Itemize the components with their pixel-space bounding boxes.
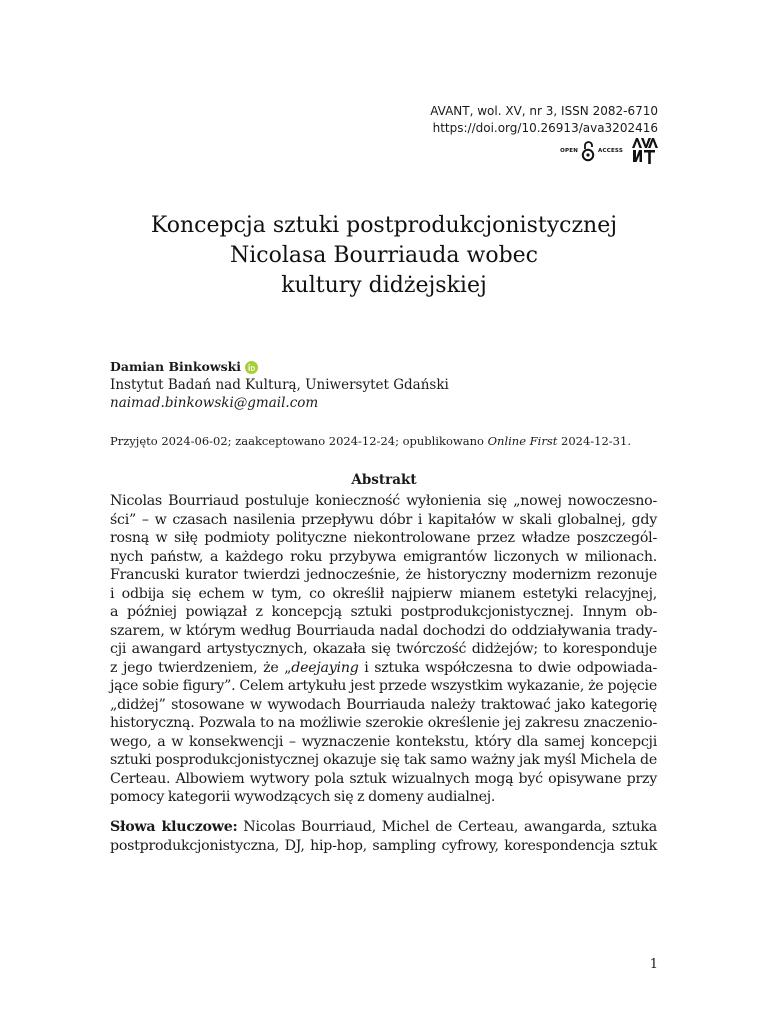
dates-online-first: Online First [487,434,558,448]
abstract-body [110,492,657,807]
author-name: Damian Binkowski [110,359,242,374]
title-line: kultury didżejskiej [281,273,487,298]
open-access-badge [560,136,658,166]
access-label: ACCESS [598,148,623,154]
abstract-line: jące sobie figury”. Celem artykułu jest przede wszystkim wykazanie, że pojęcie [110,678,657,694]
open-label: OPEN [560,148,579,154]
abstract-heading: Abstrakt [351,472,417,488]
abstract-line: Francuski kurator twierdzi jednocześnie, że historyczny modernizm rezonuje [110,567,657,583]
title-line: Nicolasa Bourriauda wobec [229,243,539,268]
abstract-line: cji awangard artystycznych, okazała się twórczość didżejów; to koresponduje [110,641,657,657]
abstract-line: Nicolas Bourriaud postuluje konieczność wyłonienia się „nowej nowoczesno- [110,493,657,509]
article-title [0,211,768,301]
abstract-line: wego, a w konsekwencji – wyznaczenie kontekstu, który dla samej koncepcji [110,733,657,750]
keywords-line: Nicolas Bourriaud, Michel de Certeau, awangarda, sztuka [237,819,657,835]
author-email[interactable]: naimad.binkowski@gmail.com [110,395,319,411]
keywords-label: Słowa kluczowe: [110,819,238,835]
open-access-lock-icon [581,140,595,162]
journal-citation: AVANT, wol. XV, nr 3, ISSN 2082-6710 [430,104,658,118]
abstract-line: a później powiązał z koncepcją sztuki postprodukcjonistycznej. Innym ob- [110,604,657,620]
abstract-line: Certeau. Albowiem wytwory pola sztuk wizualnych mogą być opisywane przy [110,770,657,787]
abstract-line: historyczną. Pozwala to na możliwie szerokie określenie jej zakresu znaczenio- [110,715,657,731]
abstract-line: ści” – w czasach nasilenia przepływu dóbr i kapitałów w skali globalnej, gdy [110,511,657,528]
abstract-line: rosną w siłę podmioty polityczne niekontrolowane przez władze poszczegól- [110,530,657,546]
abstract-line: sztuki posprodukcjonistycznej okazuje się tak samo ważny jak myśl Michela de [110,752,657,768]
dates-suffix: 2024-12-31. [557,434,631,448]
abstract-line: „didżej” stosowane w wywodach Bourriauda należy traktować jako kategorię [110,696,657,713]
doi-link[interactable]: https://doi.org/10.26913/ava3202416 [432,121,658,135]
journal-header [430,103,658,137]
abstract-line: z jego twierdzeniem, że „deejaying i sztuka współczesna to dwie odpowiada- [110,659,657,676]
publication-dates [110,433,631,449]
author-block [110,358,449,412]
keywords-line: postprodukcjonistyczna, DJ, hip-hop, sampling cyfrowy, korespondencja sztuk [110,837,657,854]
abstract-line: szarem, w którym według Bourriauda nadal dochodzi do oddziaływania trady- [110,622,657,639]
title-line: Koncepcja sztuki postprodukcjonistycznej [150,213,618,238]
abstract-line: i odbija się echem w tym, co określił najpierw mianem estetyki relacyjnej, [110,585,657,602]
abstract-line: nych państw, a każdego roku przybywa emigrantów liczonych w milionach. [110,548,657,565]
avant-logo [630,136,658,166]
orcid-icon[interactable] [245,361,258,374]
abstract-line: pomocy kategorii wywodzących się z domeny audialnej. [110,789,496,805]
keywords [110,818,657,855]
page-number: 1 [649,957,658,972]
author-affiliation: Instytut Badań nad Kulturą, Uniwersytet Gdański [110,377,449,393]
dates-prefix: Przyjęto 2024-06-02; zaakceptowano 2024-12-24; opublikowano [110,434,488,448]
